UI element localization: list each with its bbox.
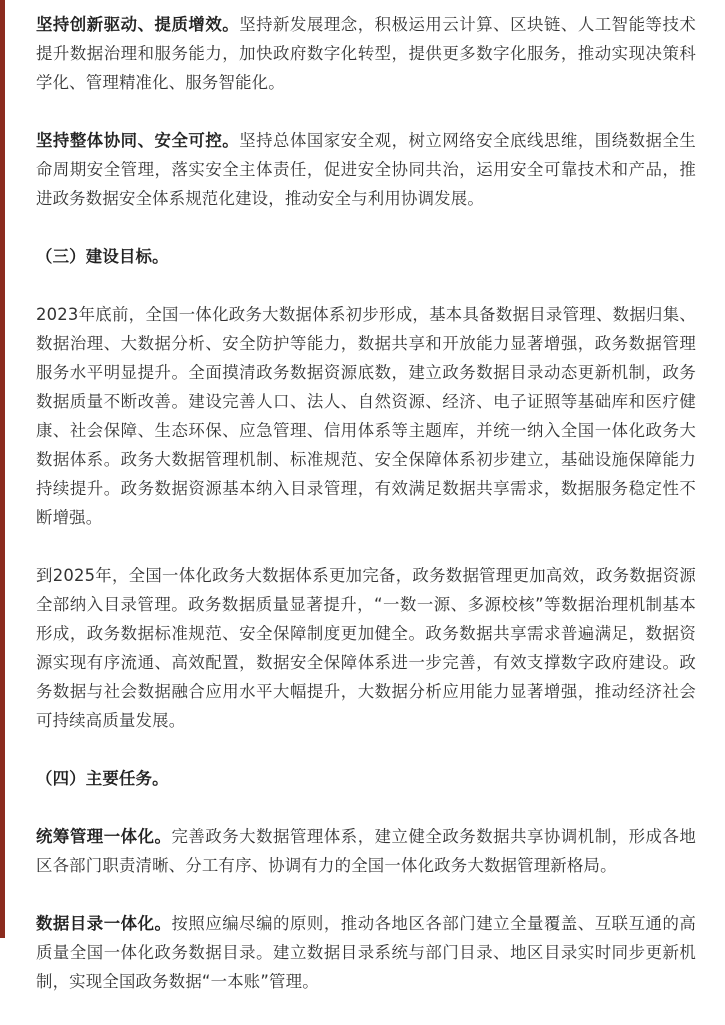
task-management-paragraph: [36, 822, 696, 880]
principle-security-paragraph: [36, 126, 696, 213]
goal-2025-paragraph: 到2025年，全国一体化政务大数据体系更加完备，政务数据管理更加高效，政务数据资源全部纳入目录管理。政务数据质量显著提升，“一数一源、多源校核”等数据治理机制基本形成，政务数据标准规范、安全保障制度更加健全。政务数据共享需求普遍满足，数据资源实现有序流通、高效配置，数据安全保障体系进一步完善，有效支撑数字政府建设。政务数据与社会数据融合应用水平大幅提升，大数据分析应用能力显著增强，推动经济社会可持续高质量发展。: [36, 566, 696, 730]
principle-innovation-paragraph: [36, 10, 696, 97]
paragraph-lead: 数据目录一体化。: [36, 914, 172, 933]
paragraph-text: 坚持总体国家安全观，树立网络安全底线思维，围绕数据全生命周期安全管理，落实安全主体责任，促进安全协同共治，运用安全可靠技术和产品，推进政务数据安全体系规范化建设，推动安全与利用协调发展。: [36, 131, 696, 208]
section-heading-tasks: （四）主要任务。: [36, 769, 169, 788]
task-catalog-paragraph: [36, 909, 696, 996]
article-body: [36, 10, 696, 1025]
paragraph-lead: 坚持整体协同、安全可控。: [36, 131, 240, 150]
paragraph-lead: 坚持创新驱动、提质增效。: [36, 15, 240, 34]
paragraph-text: 按照应编尽编的原则，推动各地区各部门建立全量覆盖、互联互通的高质量全国一体化政务数据目录。建立数据目录系统与部门目录、地区目录实时同步更新机制，实现全国政务数据“一本账”管理。: [36, 914, 696, 991]
goal-2023-paragraph: 2023年底前，全国一体化政务大数据体系初步形成，基本具备数据目录管理、数据归集、数据治理、大数据分析、安全防护等能力，数据共享和开放能力显著增强，政务数据管理服务水平明显提升。全面摸清政务数据资源底数，建立政务数据目录动态更新机制，政务数据质量不断改善。建设完善人口、法人、自然资源、经济、电子证照等基础库和医疗健康、社会保障、生态环保、应急管理、信用体系等主题库，并统一纳入全国一体化政务大数据体系。政务大数据管理机制、标准规范、安全保障体系初步建立，基础设施保障能力持续提升。政务数据资源基本纳入目录管理，有效满足数据共享需求，数据服务稳定性不断增强。: [36, 305, 696, 527]
section-heading-goals: （三）建设目标。: [36, 247, 169, 266]
paragraph-text: 坚持新发展理念，积极运用云计算、区块链、人工智能等技术提升数据治理和服务能力，加快政府数字化转型，提供更多数字化服务，推动实现决策科学化、管理精准化、服务智能化。: [36, 15, 696, 92]
left-accent-rule: [0, 0, 5, 938]
paragraph-text: 完善政务大数据管理体系，建立健全政务数据共享协调机制，形成各地区各部门职责清晰、分工有序、协调有力的全国一体化政务大数据管理新格局。: [36, 827, 696, 875]
paragraph-lead: 统筹管理一体化。: [36, 827, 172, 846]
